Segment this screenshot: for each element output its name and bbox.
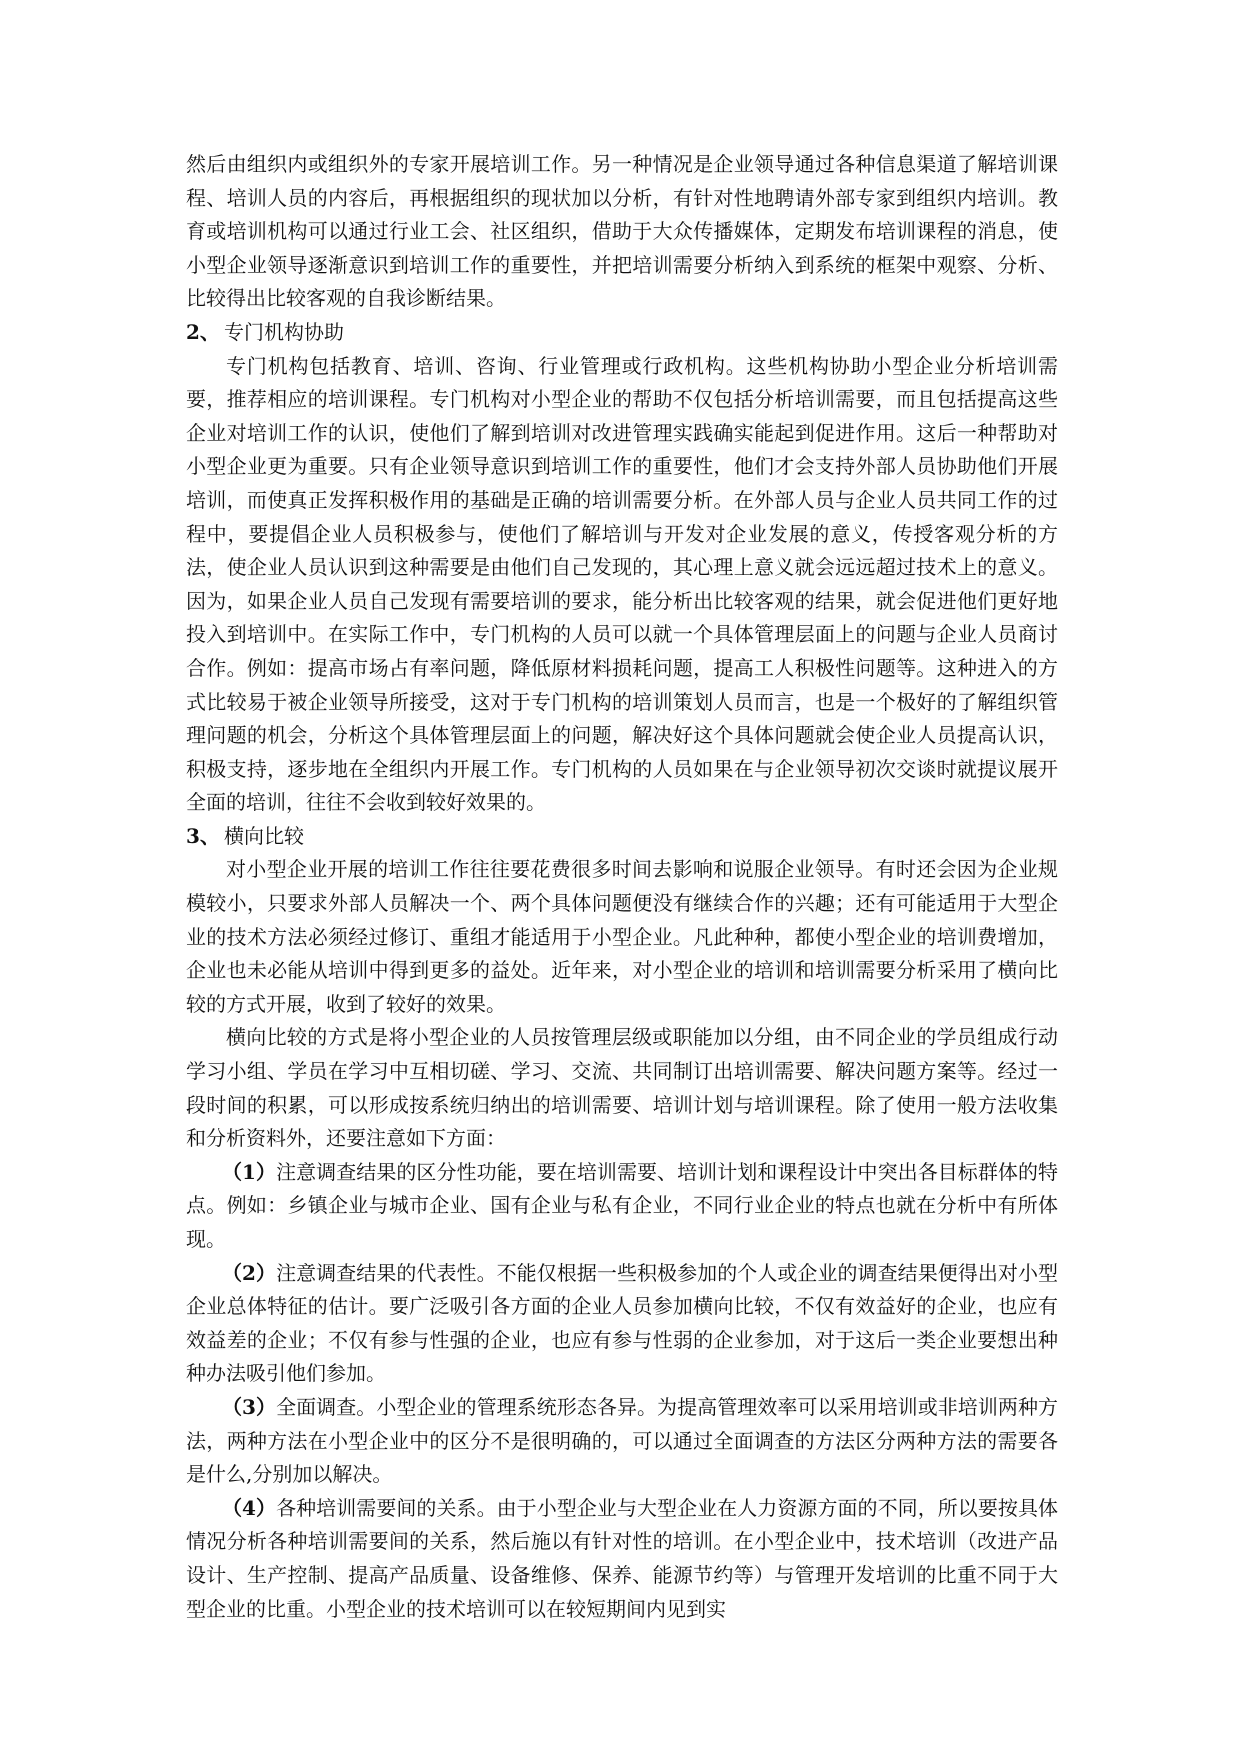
- section-3-title: 横向比较: [224, 823, 304, 848]
- document-body: [186, 148, 1058, 1626]
- list-item-1-text: 注意调查结果的区分性功能，要在培训需要、培训计划和课程设计中突出各目标群体的特点。例如：乡镇企业与城市企业、国有企业与私有企业，不同行业企业的特点也就在分析中有所体现。: [186, 1159, 1059, 1251]
- list-item-3-text: 全面调查。小型企业的管理系统形态各异。为提高管理效率可以采用培训或非培训两种方法，两种方法在小型企业中的区分不是很明确的，可以通过全面调查的方法区分两种方法的需要各是什么,分别加以解决。: [186, 1394, 1059, 1487]
- list-item-2-text: 注意调查结果的代表性。不能仅根据一些积极参加的个人或企业的调查结果便得出对小型企业总体特征的估计。要广泛吸引各方面的企业人员参加横向比较，不仅有效益好的企业，也应有效益差的企业；不仅有参与性强的企业，也应有参与性弱的企业参加，对于这后一类企业要想出种种办法吸引他们参加。: [186, 1260, 1059, 1386]
- list-item-2-marker: （2）: [222, 1260, 277, 1285]
- list-item-4-text: 各种培训需要间的关系。由于小型企业与大型企业在人力资源方面的不同，所以要按具体情况分析各种培训需要间的关系，然后施以有针对性的培训。在小型企业中，技术培训（改进产品设计、生产控制、提高产品质量、设备维修、保养、能源节约等）与管理开发培训的比重不同于大型企业的比重。小型企业的技术培训可以在较短期间内见到实: [186, 1495, 1059, 1621]
- section-2-heading: [186, 316, 1058, 350]
- section-3-number: 3、: [186, 823, 220, 848]
- list-item-4: [186, 1492, 1058, 1626]
- list-item-3-marker: （3）: [222, 1394, 277, 1419]
- list-item-1-marker: （1）: [222, 1159, 277, 1184]
- list-item-4-marker: （4）: [222, 1495, 277, 1520]
- list-item-2: [186, 1257, 1058, 1391]
- intro-paragraph: 然后由组织内或组织外的专家开展培训工作。另一种情况是企业领导通过各种信息渠道了解培训课程、培训人员的内容后，再根据组织的现状加以分析，有针对性地聘请外部专家到组织内培训。教育或培训机构可以通过行业工会、社区组织，借助于大众传播媒体，定期发布培训课程的消息，使小型企业领导逐渐意识到培训工作的重要性，并把培训需要分析纳入到系统的框架中观察、分析、比较得出比较客观的自我诊断结果。: [186, 152, 1058, 311]
- list-item-3: [186, 1391, 1058, 1492]
- list-item-1: [186, 1156, 1058, 1257]
- section-3-paragraph-1: 对小型企业开展的培训工作往往要花费很多时间去影响和说服企业领导。有时还会因为企业规模较小，只要求外部人员解决一个、两个具体问题便没有继续合作的兴趣；还有可能适用于大型企业的技术方法必须经过修订、重组才能适用于小型企业。凡此种种，都使小型企业的培训费增加，企业也未必能从培训中得到更多的益处。近年来，对小型企业的培训和培训需要分析采用了横向比较的方式开展，收到了较好的效果。: [186, 857, 1058, 1016]
- section-3-paragraph-2: 横向比较的方式是将小型企业的人员按管理层级或职能加以分组，由不同企业的学员组成行动学习小组、学员在学习中互相切磋、学习、交流、共同制订出培训需要、解决问题方案等。经过一段时间的积累，可以形成按系统归纳出的培训需要、培训计划与培训课程。除了使用一般方法收集和分析资料外，还要注意如下方面：: [186, 1025, 1058, 1151]
- section-2-paragraph: 专门机构包括教育、培训、咨询、行业管理或行政机构。这些机构协助小型企业分析培训需要，推荐相应的培训课程。专门机构对小型企业的帮助不仅包括分析培训需要，而且包括提高这些企业对培训工作的认识，使他们了解到培训对改进管理实践确实能起到促进作用。这后一种帮助对小型企业更为重要。只有企业领导意识到培训工作的重要性，他们才会支持外部人员协助他们开展培训，而使真正发挥积极作用的基础是正确的培训需要分析。在外部人员与企业人员共同工作的过程中，要提倡企业人员积极参与，使他们了解培训与开发对企业发展的意义，传授客观分析的方法，使企业人员认识到这种需要是由他们自己发现的，其心理上意义就会远远超过技术上的意义。因为，如果企业人员自己发现有需要培训的要求，能分析出比较客观的结果，就会促进他们更好地投入到培训中。在实际工作中，专门机构的人员可以就一个具体管理层面上的问题与企业人员商讨合作。例如：提高市场占有率问题，降低原材料损耗问题，提高工人积极性问题等。这种进入的方式比较易于被企业领导所接受，这对于专门机构的培训策划人员而言，也是一个极好的了解组织管理问题的机会，分析这个具体管理层面上的问题，解决好这个具体问题就会使企业人员提高认识，积极支持，逐步地在全组织内开展工作。专门机构的人员如果在与企业领导初次交谈时就提议展开全面的培训，往往不会收到较好效果的。: [186, 353, 1058, 815]
- section-3-heading: [186, 820, 1058, 854]
- section-2-title: 专门机构协助: [224, 319, 344, 344]
- section-2-number: 2、: [186, 319, 220, 344]
